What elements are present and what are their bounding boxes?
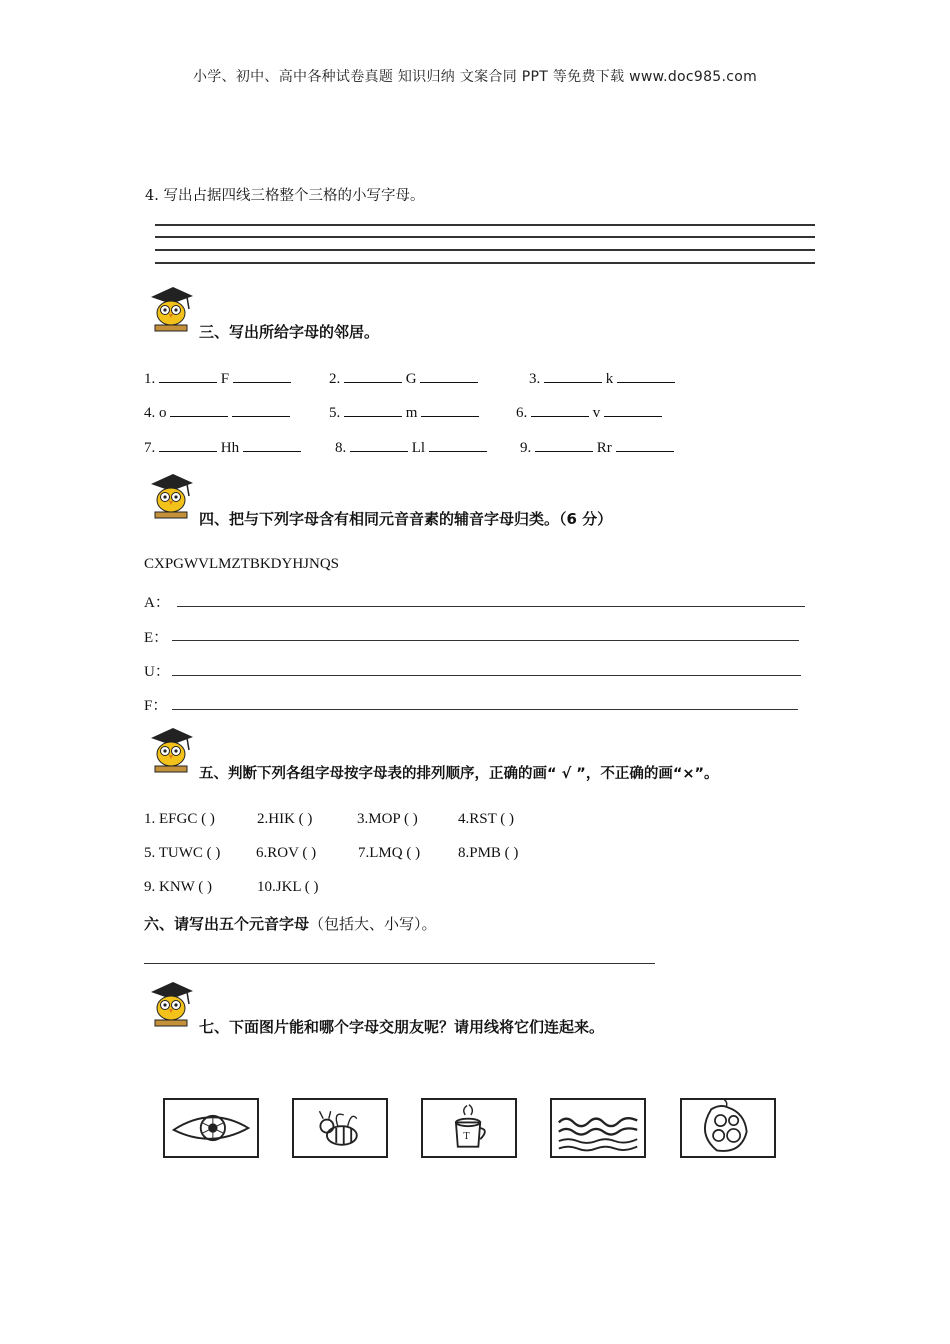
category-answer-line[interactable] bbox=[172, 675, 801, 676]
pea-pod-picture[interactable] bbox=[680, 1098, 776, 1158]
neighbor-item-8: 8. Ll bbox=[335, 439, 487, 457]
order-item[interactable]: 7.LMQ ( ) bbox=[358, 845, 421, 861]
section-7-title: 七、下面图片能和哪个字母交朋友呢？请用线将它们连起来。 bbox=[199, 1018, 605, 1036]
answer-blank[interactable] bbox=[159, 370, 217, 383]
category-answer-line[interactable] bbox=[172, 709, 798, 710]
neighbor-item-5: 5. m bbox=[329, 404, 479, 422]
category-answer-line[interactable] bbox=[177, 606, 805, 607]
order-item[interactable]: 1. EFGC ( ) bbox=[144, 811, 215, 827]
letter-sequence: CXPGWVLMZTBKDYHJNQS bbox=[144, 556, 340, 572]
answer-blank[interactable] bbox=[617, 370, 675, 383]
bee-icon bbox=[294, 1100, 386, 1156]
section-4-title: 四、把与下列字母含有相同元音音素的辅音字母归类。（6 分） bbox=[199, 510, 613, 528]
neighbor-item-7: 7. Hh bbox=[144, 439, 301, 457]
neighbor-item-3: 3. k bbox=[529, 370, 675, 388]
answer-blank[interactable] bbox=[159, 439, 217, 452]
bee-picture[interactable] bbox=[292, 1098, 388, 1158]
answer-blank[interactable] bbox=[170, 404, 228, 417]
owl-mascot-icon bbox=[143, 978, 193, 1028]
answer-blank[interactable] bbox=[350, 439, 408, 452]
order-item[interactable]: 9. KNW ( ) bbox=[144, 879, 213, 895]
tea-cup-icon bbox=[423, 1100, 515, 1156]
section-3-row-3 bbox=[144, 439, 844, 459]
section-6-note: （包括大、小写）。 bbox=[309, 915, 437, 933]
neighbor-item-2: 2. G bbox=[329, 370, 478, 388]
tea-cup-picture[interactable] bbox=[421, 1098, 517, 1158]
section-6-title bbox=[144, 913, 437, 934]
answer-blank[interactable] bbox=[544, 370, 602, 383]
section-5-row-3 bbox=[144, 879, 744, 899]
section-3-row-2 bbox=[144, 404, 844, 424]
answer-blank[interactable] bbox=[420, 370, 478, 383]
eye-picture[interactable] bbox=[163, 1098, 259, 1158]
category-label-f: F： bbox=[144, 698, 168, 714]
owl-mascot-icon bbox=[143, 470, 193, 520]
four-line-3 bbox=[155, 249, 815, 251]
answer-blank[interactable] bbox=[616, 439, 674, 452]
order-item[interactable]: 6.ROV ( ) bbox=[256, 845, 317, 861]
category-label-e: E： bbox=[144, 630, 169, 646]
answer-blank[interactable] bbox=[243, 439, 301, 452]
vowel-answer-line[interactable] bbox=[144, 963, 655, 964]
answer-blank[interactable] bbox=[429, 439, 487, 452]
four-line-2 bbox=[155, 236, 815, 238]
category-answer-line[interactable] bbox=[172, 640, 799, 641]
page-header: 小学、初中、高中各种试卷真题 知识归纳 文案合同 PPT 等免费下载 www.doc985.com bbox=[192, 69, 758, 85]
category-label-a: A： bbox=[144, 595, 170, 611]
order-item[interactable]: 10.JKL ( ) bbox=[257, 879, 319, 895]
answer-blank[interactable] bbox=[233, 370, 291, 383]
answer-blank[interactable] bbox=[531, 404, 589, 417]
four-line-1 bbox=[155, 224, 815, 226]
neighbor-item-1: 1. F bbox=[144, 370, 291, 388]
order-item[interactable]: 5. TUWC ( ) bbox=[144, 845, 221, 861]
order-item[interactable]: 3.MOP ( ) bbox=[357, 811, 418, 827]
order-item[interactable]: 2.HIK ( ) bbox=[257, 811, 313, 827]
section-3-row-1 bbox=[144, 370, 844, 390]
answer-blank[interactable] bbox=[344, 404, 402, 417]
category-label-u: U： bbox=[144, 664, 170, 680]
owl-mascot-icon bbox=[143, 283, 193, 333]
sea-picture[interactable] bbox=[550, 1098, 646, 1158]
neighbor-item-4: 4. o bbox=[144, 404, 290, 422]
section-5-row-2 bbox=[144, 845, 744, 865]
answer-blank[interactable] bbox=[232, 404, 290, 417]
answer-blank[interactable] bbox=[604, 404, 662, 417]
eye-icon bbox=[165, 1100, 257, 1156]
four-line-4 bbox=[155, 262, 815, 264]
answer-blank[interactable] bbox=[535, 439, 593, 452]
neighbor-item-6: 6. v bbox=[516, 404, 662, 422]
owl-mascot-icon bbox=[143, 724, 193, 774]
section-5-row-1 bbox=[144, 811, 744, 831]
neighbor-item-9: 9. Rr bbox=[520, 439, 674, 457]
answer-blank[interactable] bbox=[344, 370, 402, 383]
order-item[interactable]: 8.PMB ( ) bbox=[458, 845, 519, 861]
answer-blank[interactable] bbox=[421, 404, 479, 417]
order-item[interactable]: 4.RST ( ) bbox=[458, 811, 514, 827]
pea-pod-icon bbox=[682, 1100, 774, 1156]
section-6-title-text: 六、请写出五个元音字母 bbox=[144, 915, 310, 933]
sea-waves-icon bbox=[552, 1100, 644, 1156]
svg-text:T: T bbox=[463, 1131, 470, 1143]
question-4: 4. 写出占据四线三格整个三格的小写字母。 bbox=[145, 188, 425, 204]
section-5-title: 五、判断下列各组字母按字母表的排列顺序，正确的画“ √ ”，不正确的画“×”。 bbox=[199, 766, 719, 782]
section-3-title: 三、写出所给字母的邻居。 bbox=[199, 323, 380, 341]
